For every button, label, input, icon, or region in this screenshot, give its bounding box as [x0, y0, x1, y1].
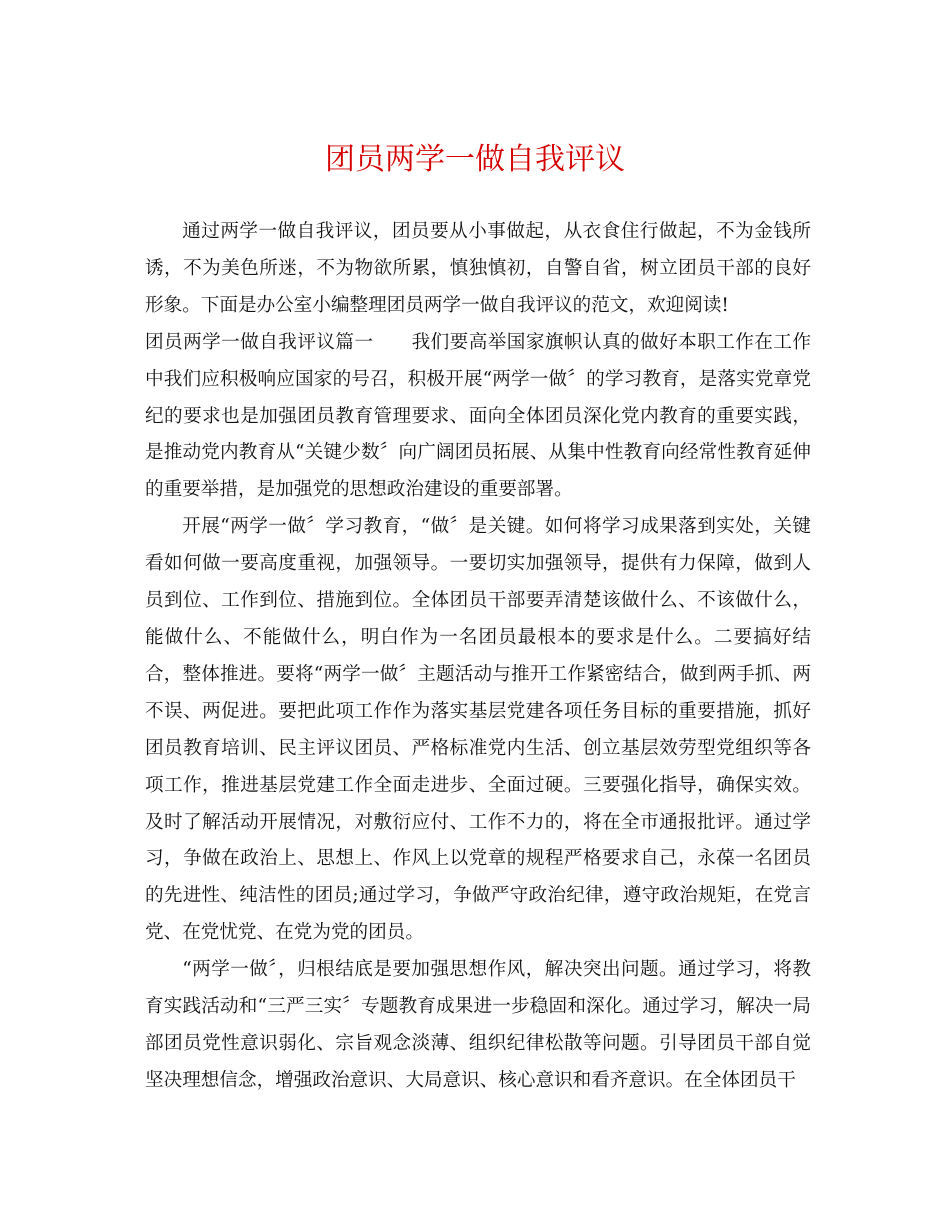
paragraph-do-is-key: 开展“两学一做〞学习教育，“做〞是关键。如何将学习成果落到实处，关键看如何做一要高度重视，加强领导。一要切实加强领导，提供有力保障，做到人员到位、工作到位、措施到位。全体团员干部要弄清楚该做什么、不该做什么，能做什么、不能做什么，明白作为一名团员最根本的要求是什么。二要搞好结合，整体推进。要将“两学一做〞主题活动与推开工作紧密结合，做到两手抓、两不误、两促进。要把此项工作作为落实基层党建各项任务目标的重要措施，抓好团员教育培训、民主评议团员、严格标准党内生活、创立基层效劳型党组织等各项工作，推进基层党建工作全面走进步、全面过硬。三要强化指导，确保实效。及时了解活动开展情况，对敷衍应付、工作不力的，将在全市通报批评。通过学习，争做在政治上、思想上、作风上以党章的规程严格要求自己，永葆一名团员的先进性、纯洁性的团员;通过学习，争做严守政治纪律，遵守政治规矩，在党言党、在党忧党、在党为党的团员。 — [145, 516, 811, 944]
document-title: 团员两学一做自我评议 — [325, 142, 625, 177]
paragraph-thought-style: “两学一做〞，归根结底是要加强思想作风，解决突出问题。通过学习，将教育实践活动和“三严三实〞专题教育成果进一步稳固和深化。通过学习，解决一局部团员党性意识弱化、宗旨观念淡薄、组织纪律松散等问题。引导团员干部自觉坚决理想信念，增强政治意识、大局意识、核心意识和看齐意识。在全体团员干 — [145, 959, 811, 1091]
document-body — [145, 214, 811, 1100]
paragraph-intro: 通过两学一做自我评议，团员要从小事做起，从衣食住行做起，不为金钱所诱，不为美色所迷，不为物欲所累，慎独慎初，自警自省，树立团员干部的良好形象。下面是办公室小编整理团员两学一做自我评议的范文，欢迎阅读! — [145, 221, 811, 316]
paragraph-section-one: 团员两学一做自我评议篇一 我们要高举国家旗帜认真的做好本职工作在工作中我们应积极响应国家的号召，积极开展“两学一做〞的学习教育，是落实党章党纪的要求也是加强团员教育管理要求、面向全体团员深化党内教育的重要实践，是推动党内教育从“关键少数〞向广阔团员拓展、从集中性教育向经常性教育延伸的重要举措，是加强党的思想政治建设的重要部署。 — [145, 331, 811, 501]
